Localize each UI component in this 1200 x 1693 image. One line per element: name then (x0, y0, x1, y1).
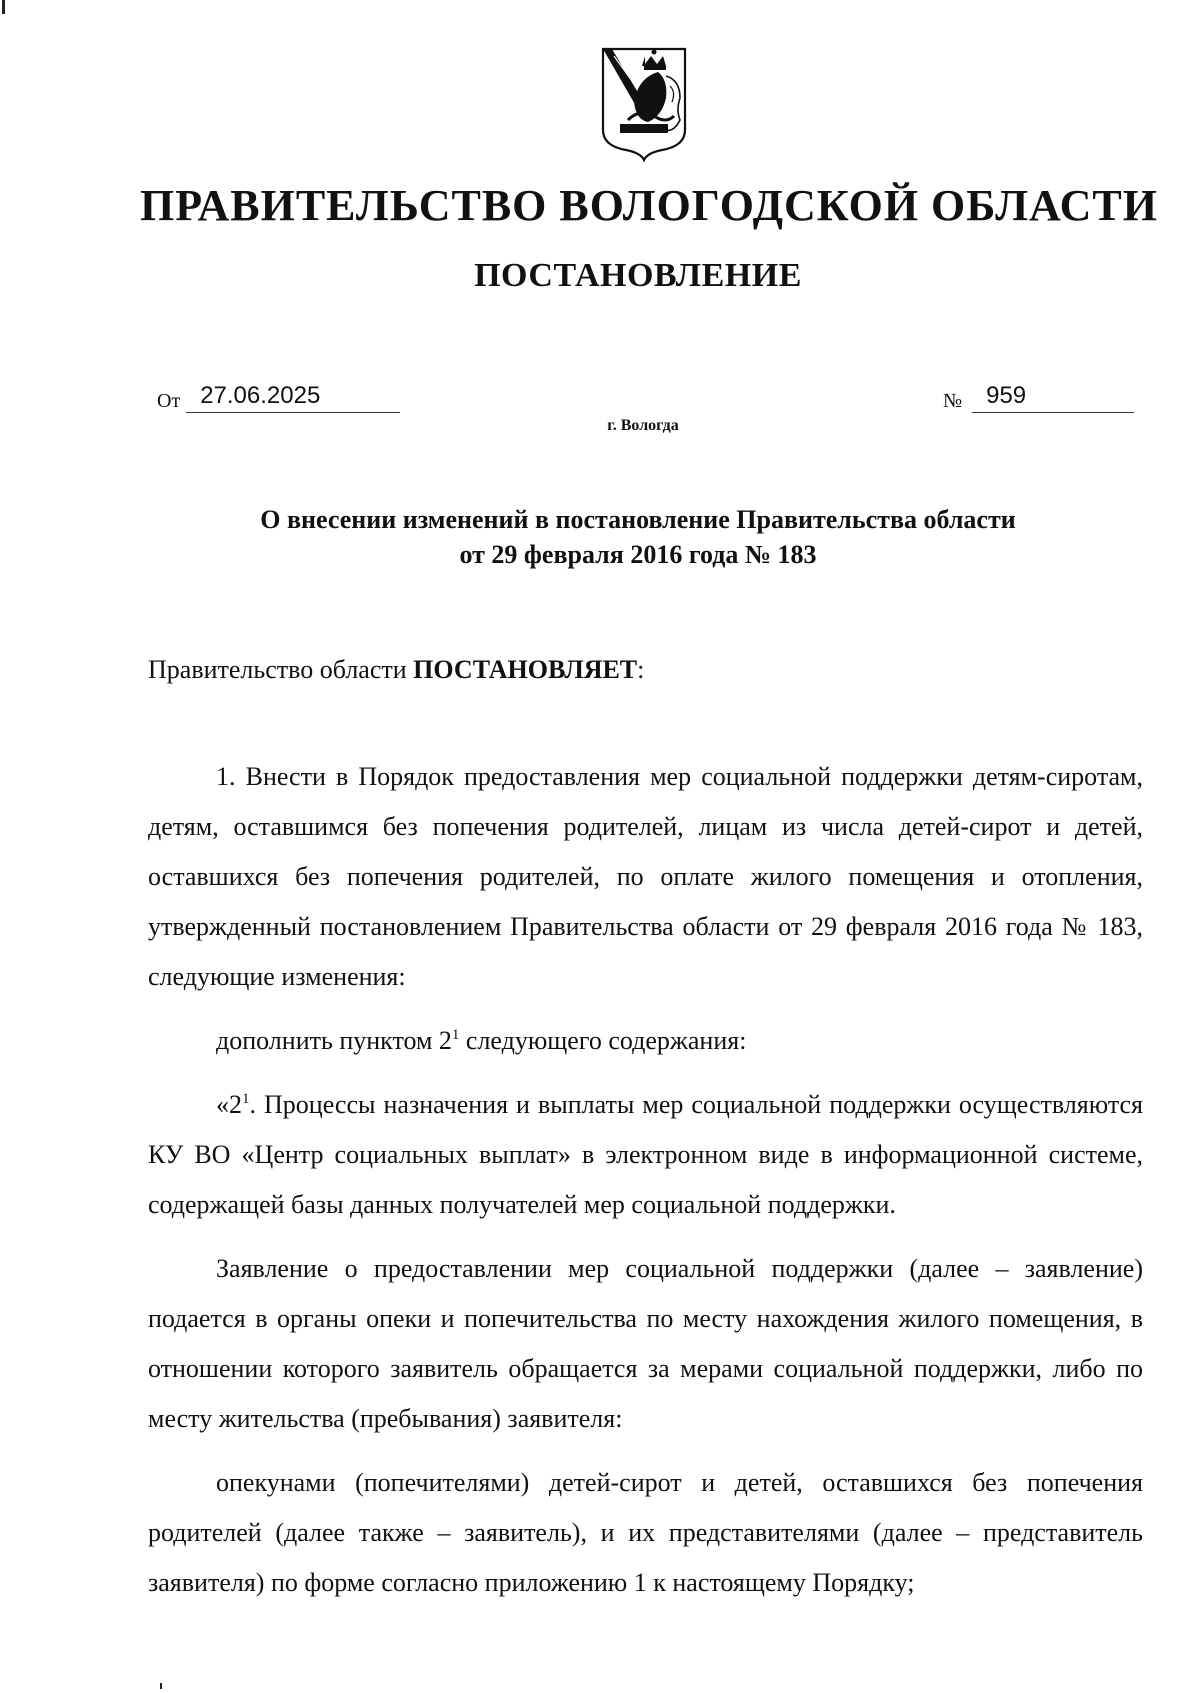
preamble (148, 655, 644, 685)
paragraph-2-text: дополнить пунктом 2 (216, 1026, 452, 1055)
paragraph-2-tail: следующего содержания: (459, 1026, 747, 1055)
paragraph-2 (148, 1016, 1143, 1066)
document-type: ПОСТАНОВЛЕНИЕ (474, 257, 802, 294)
paragraph-5: опекунами (попечителями) детей-сирот и детей, оставшихся без попечения родителей (далее также – заявитель), и их представителями (далее – представитель заявителя) по форме согласно приложению 1 к настоящему Порядку; (148, 1468, 1143, 1597)
paragraph-1: 1. Внести в Порядок предоставления мер социальной поддержки детям-сиротам, детям, оставшимся без попечения родителей, лицам из числа детей-сирот и детей, оставшихся без попечения родителей, по оплате жилого помещения и отопления, утвержденный постановлением Правительства области от 29 февраля 2016 года № 183, следующие изменения: (148, 762, 1143, 991)
scan-artifact (160, 1683, 162, 1689)
document-number (943, 382, 1134, 413)
title-line-2: от 29 февраля 2016 года № 183 (459, 540, 817, 569)
city-label: г. Вологда (607, 417, 679, 434)
superscript: 1 (451, 1027, 460, 1043)
number-prefix: № (943, 390, 963, 412)
date-value: 27.06.2025 (186, 382, 400, 413)
paragraph-3-text: «2 (216, 1090, 242, 1119)
number-value: 959 (972, 382, 1134, 413)
preamble-tail: : (637, 655, 645, 684)
document-body (148, 752, 1143, 1608)
date-prefix: От (157, 390, 181, 412)
document-title (140, 502, 1136, 572)
coat-of-arms-icon (600, 46, 688, 162)
authority-title: ПРАВИТЕЛЬСТВО ВОЛОГОДСКОЙ ОБЛАСТИ (140, 181, 1158, 230)
document-date (157, 382, 400, 413)
superscript: 1 (242, 1091, 250, 1107)
paragraph-3-tail: . Процессы назначения и выплаты мер социальной поддержки осуществляются КУ ВО «Центр социальных выплат» в электронном виде в информационной системе, содержащей базы данных получателей мер социальной поддержки. (148, 1090, 1143, 1219)
paragraph-4: Заявление о предоставлении мер социальной поддержки (далее – заявление) подается в органы опеки и попечительства по месту нахождения жилого помещения, в отношении которого заявитель обращается за мерами социальной поддержки, либо по месту жительства (пребывания) заявителя: (148, 1254, 1143, 1433)
title-line-1: О внесении изменений в постановление Правительства области (260, 505, 1016, 534)
preamble-emphasis: ПОСТАНОВЛЯЕТ (413, 655, 638, 684)
paragraph-3 (148, 1080, 1143, 1230)
scan-artifact (2, 0, 5, 14)
preamble-text: Правительство области (148, 655, 414, 684)
